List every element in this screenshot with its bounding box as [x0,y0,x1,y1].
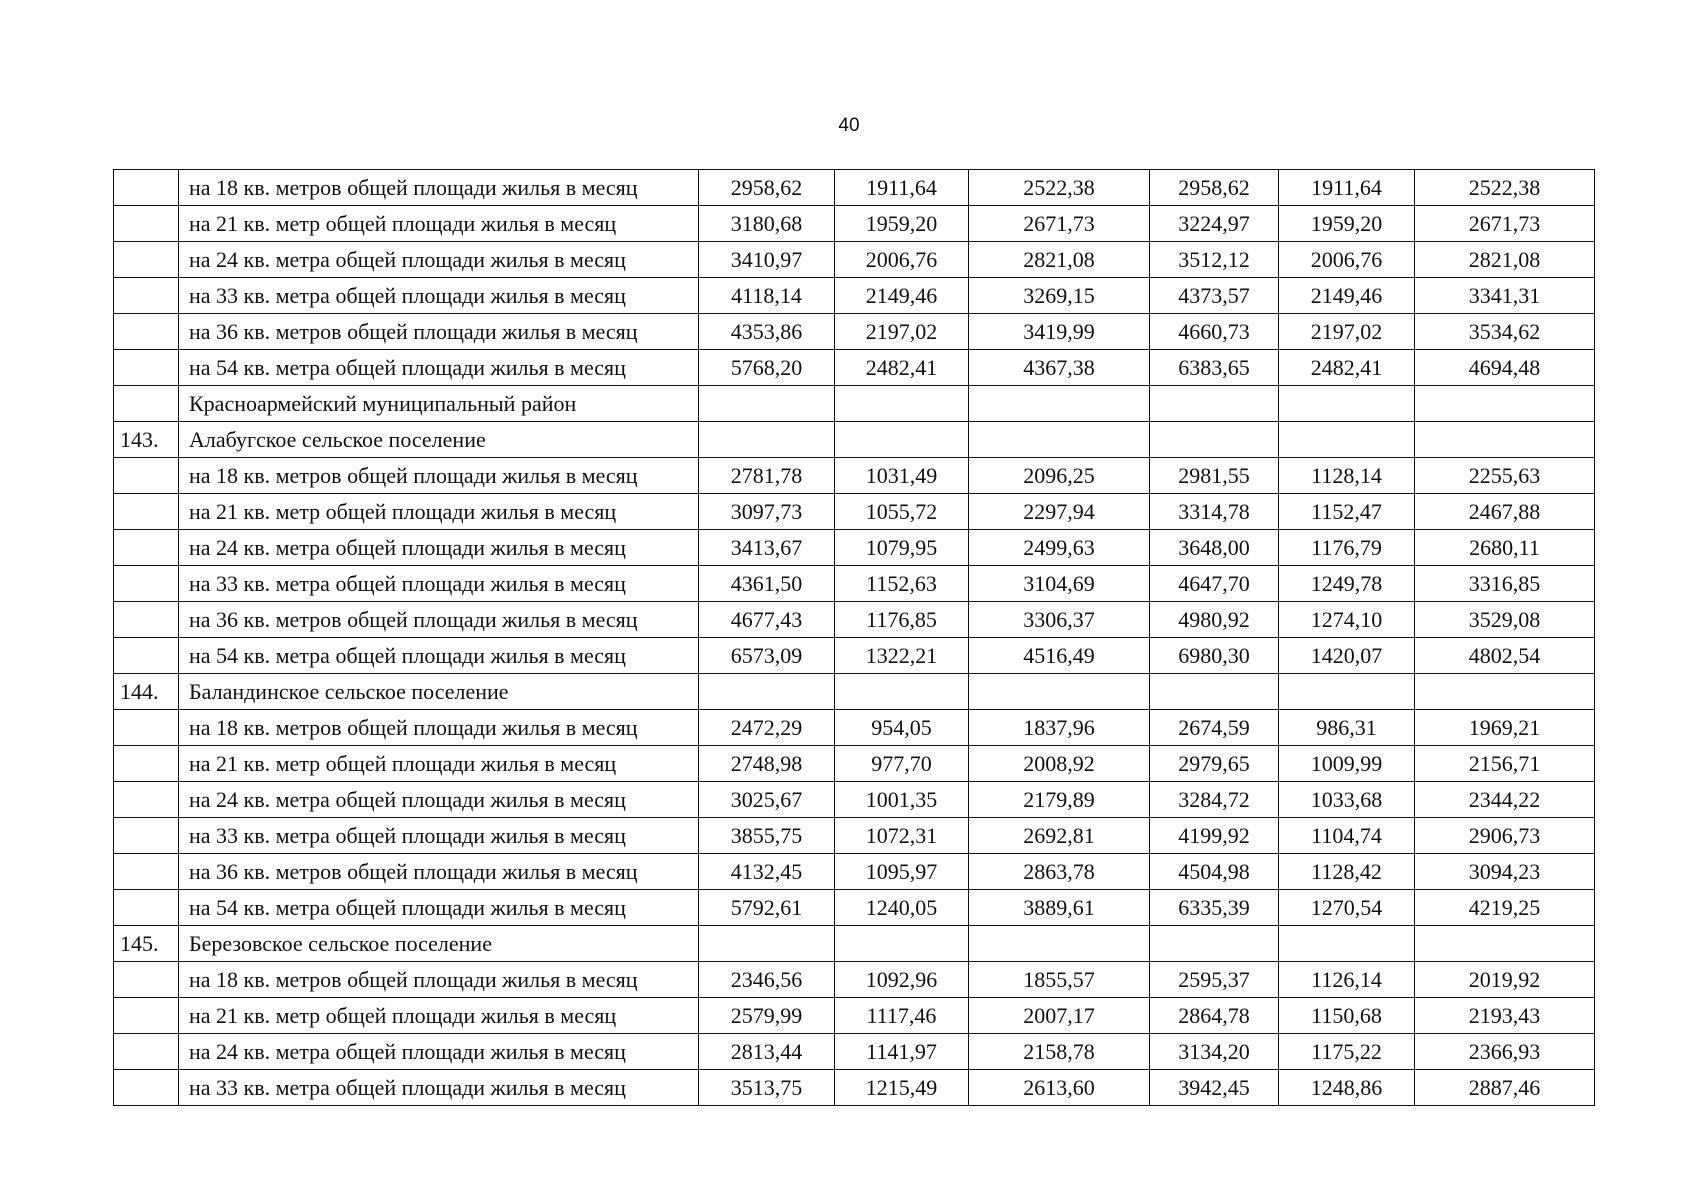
value-cell-5: 2006,76 [1279,242,1415,278]
value-cell-3: 3104,69 [969,566,1150,602]
value-cell-2: 2197,02 [835,314,969,350]
value-cell-3: 3269,15 [969,278,1150,314]
value-cell-1 [699,674,835,710]
row-number-cell [114,314,179,350]
value-cell-5: 1009,99 [1279,746,1415,782]
value-cell-6 [1415,926,1595,962]
value-cell-2 [835,386,969,422]
value-cell-4 [1150,674,1279,710]
value-cell-6: 3529,08 [1415,602,1595,638]
value-cell-6: 2156,71 [1415,746,1595,782]
value-cell-6: 2671,73 [1415,206,1595,242]
value-cell-6: 2366,93 [1415,1034,1595,1070]
value-cell-1: 4361,50 [699,566,835,602]
value-cell-2: 1001,35 [835,782,969,818]
value-cell-6: 2255,63 [1415,458,1595,494]
table-row [114,350,1595,386]
value-cell-1: 4677,43 [699,602,835,638]
table-row [114,854,1595,890]
row-number-cell [114,998,179,1034]
value-cell-2 [835,674,969,710]
value-cell-5: 1959,20 [1279,206,1415,242]
row-label-cell: на 18 кв. метров общей площади жилья в месяц [179,962,699,998]
table-row [114,782,1595,818]
value-cell-4: 3224,97 [1150,206,1279,242]
value-cell-6 [1415,674,1595,710]
row-label-cell: на 36 кв. метров общей площади жилья в месяц [179,854,699,890]
value-cell-6: 4802,54 [1415,638,1595,674]
value-cell-6: 4694,48 [1415,350,1595,386]
value-cell-2: 1117,46 [835,998,969,1034]
value-cell-3: 4367,38 [969,350,1150,386]
value-cell-2: 1322,21 [835,638,969,674]
row-number-cell [114,350,179,386]
value-cell-4: 2979,65 [1150,746,1279,782]
table-row [114,314,1595,350]
value-cell-5: 1270,54 [1279,890,1415,926]
value-cell-1: 2579,99 [699,998,835,1034]
value-cell-1: 2958,62 [699,170,835,206]
value-cell-6: 2887,46 [1415,1070,1595,1106]
row-label-cell: на 33 кв. метра общей площади жилья в месяц [179,566,699,602]
value-cell-3: 3419,99 [969,314,1150,350]
value-cell-3: 3306,37 [969,602,1150,638]
table-row [114,278,1595,314]
value-cell-5: 1128,42 [1279,854,1415,890]
row-label-cell: Красноармейский муниципальный район [179,386,699,422]
value-cell-4: 2864,78 [1150,998,1279,1034]
value-cell-1: 2813,44 [699,1034,835,1070]
value-cell-5: 1104,74 [1279,818,1415,854]
value-cell-6: 2193,43 [1415,998,1595,1034]
value-cell-6: 2522,38 [1415,170,1595,206]
row-number-cell [114,746,179,782]
value-cell-2: 2482,41 [835,350,969,386]
value-cell-3: 2007,17 [969,998,1150,1034]
value-cell-5: 1911,64 [1279,170,1415,206]
table-row [114,170,1595,206]
value-cell-5: 1175,22 [1279,1034,1415,1070]
row-number-cell [114,278,179,314]
value-cell-6: 2906,73 [1415,818,1595,854]
row-label-cell: Березовское сельское поселение [179,926,699,962]
value-cell-2: 1215,49 [835,1070,969,1106]
row-label-cell: на 54 кв. метра общей площади жилья в месяц [179,350,699,386]
value-cell-5: 1152,47 [1279,494,1415,530]
value-cell-1: 3855,75 [699,818,835,854]
row-label-cell: на 24 кв. метра общей площади жилья в месяц [179,782,699,818]
row-number-cell [114,386,179,422]
value-cell-5 [1279,926,1415,962]
value-cell-5: 1420,07 [1279,638,1415,674]
row-label-cell: на 36 кв. метров общей площади жилья в месяц [179,314,699,350]
value-cell-3: 2179,89 [969,782,1150,818]
value-cell-1 [699,422,835,458]
row-number-cell [114,962,179,998]
row-label-cell: на 18 кв. метров общей площади жилья в месяц [179,710,699,746]
value-cell-1: 2346,56 [699,962,835,998]
value-cell-1: 2748,98 [699,746,835,782]
value-cell-3 [969,422,1150,458]
row-number-cell [114,1070,179,1106]
row-label-cell: на 18 кв. метров общей площади жилья в месяц [179,170,699,206]
table-row [114,1070,1595,1106]
value-cell-4: 4199,92 [1150,818,1279,854]
value-cell-3: 2613,60 [969,1070,1150,1106]
value-cell-3: 2671,73 [969,206,1150,242]
row-number-cell [114,854,179,890]
row-number-cell [114,710,179,746]
value-cell-3: 4516,49 [969,638,1150,674]
value-cell-6 [1415,386,1595,422]
table-row [114,530,1595,566]
value-cell-3 [969,926,1150,962]
value-cell-3: 2297,94 [969,494,1150,530]
value-cell-3: 2499,63 [969,530,1150,566]
value-cell-6: 1969,21 [1415,710,1595,746]
row-label-cell: на 33 кв. метра общей площади жилья в месяц [179,1070,699,1106]
row-number-cell [114,494,179,530]
table-row [114,746,1595,782]
value-cell-5: 1248,86 [1279,1070,1415,1106]
value-cell-4: 6335,39 [1150,890,1279,926]
value-cell-4: 4647,70 [1150,566,1279,602]
value-cell-5: 2482,41 [1279,350,1415,386]
value-cell-2: 1240,05 [835,890,969,926]
value-cell-5: 1274,10 [1279,602,1415,638]
value-cell-6: 2821,08 [1415,242,1595,278]
value-cell-1: 5792,61 [699,890,835,926]
value-cell-4: 3284,72 [1150,782,1279,818]
value-cell-1 [699,386,835,422]
value-cell-5: 1033,68 [1279,782,1415,818]
value-cell-6: 2019,92 [1415,962,1595,998]
row-label-cell: на 54 кв. метра общей площади жилья в месяц [179,890,699,926]
table-row [114,566,1595,602]
row-label-cell: на 21 кв. метр общей площади жилья в месяц [179,206,699,242]
table-row [114,638,1595,674]
value-cell-2: 2006,76 [835,242,969,278]
row-label-cell: на 33 кв. метра общей площади жилья в месяц [179,818,699,854]
value-cell-1: 2781,78 [699,458,835,494]
value-cell-5: 2197,02 [1279,314,1415,350]
table-row [114,998,1595,1034]
row-number-cell: 145. [114,926,179,962]
value-cell-3: 1855,57 [969,962,1150,998]
row-label-cell: на 24 кв. метра общей площади жилья в месяц [179,242,699,278]
table-row [114,710,1595,746]
value-cell-3: 2158,78 [969,1034,1150,1070]
table-row [114,890,1595,926]
row-label-cell: на 54 кв. метра общей площади жилья в месяц [179,638,699,674]
table-row [114,674,1595,710]
value-cell-5: 1126,14 [1279,962,1415,998]
table-row [114,422,1595,458]
value-cell-6: 2344,22 [1415,782,1595,818]
value-cell-6: 3341,31 [1415,278,1595,314]
value-cell-1: 3413,67 [699,530,835,566]
table-row [114,926,1595,962]
value-cell-2: 2149,46 [835,278,969,314]
value-cell-4: 2981,55 [1150,458,1279,494]
row-number-cell [114,170,179,206]
value-cell-1: 3410,97 [699,242,835,278]
value-cell-2 [835,422,969,458]
value-cell-4: 6383,65 [1150,350,1279,386]
row-label-cell: Баландинское сельское поселение [179,674,699,710]
value-cell-5: 2149,46 [1279,278,1415,314]
table-row [114,242,1595,278]
table-row [114,818,1595,854]
row-label-cell: на 21 кв. метр общей площади жилья в месяц [179,746,699,782]
value-cell-5: 1128,14 [1279,458,1415,494]
value-cell-4: 4504,98 [1150,854,1279,890]
value-cell-2: 1055,72 [835,494,969,530]
value-cell-2: 1141,97 [835,1034,969,1070]
value-cell-2: 1095,97 [835,854,969,890]
value-cell-4: 2595,37 [1150,962,1279,998]
value-cell-5 [1279,422,1415,458]
value-cell-5: 1249,78 [1279,566,1415,602]
value-cell-4: 6980,30 [1150,638,1279,674]
value-cell-2: 1176,85 [835,602,969,638]
value-cell-1: 3180,68 [699,206,835,242]
value-cell-1: 3097,73 [699,494,835,530]
value-cell-4: 4373,57 [1150,278,1279,314]
value-cell-4: 4660,73 [1150,314,1279,350]
row-number-cell [114,818,179,854]
row-number-cell [114,206,179,242]
value-cell-4: 2958,62 [1150,170,1279,206]
row-number-cell [114,638,179,674]
value-cell-2: 1959,20 [835,206,969,242]
value-cell-4: 3314,78 [1150,494,1279,530]
value-cell-5: 986,31 [1279,710,1415,746]
row-number-cell [114,458,179,494]
table-row [114,602,1595,638]
value-cell-1: 6573,09 [699,638,835,674]
table-row [114,458,1595,494]
row-label-cell: на 18 кв. метров общей площади жилья в месяц [179,458,699,494]
value-cell-3: 1837,96 [969,710,1150,746]
table-body [114,170,1595,1106]
value-cell-3 [969,386,1150,422]
row-number-cell [114,242,179,278]
row-label-cell: на 21 кв. метр общей площади жилья в месяц [179,998,699,1034]
value-cell-4: 3134,20 [1150,1034,1279,1070]
row-number-cell: 144. [114,674,179,710]
value-cell-3: 3889,61 [969,890,1150,926]
value-cell-1: 4132,45 [699,854,835,890]
value-cell-4 [1150,386,1279,422]
table-row [114,386,1595,422]
value-cell-4: 3648,00 [1150,530,1279,566]
value-cell-3: 2008,92 [969,746,1150,782]
value-cell-4 [1150,422,1279,458]
value-cell-3: 2863,78 [969,854,1150,890]
value-cell-6 [1415,422,1595,458]
value-cell-2: 1911,64 [835,170,969,206]
table-row [114,494,1595,530]
value-cell-3: 2821,08 [969,242,1150,278]
value-cell-4: 3512,12 [1150,242,1279,278]
value-cell-4: 4980,92 [1150,602,1279,638]
value-cell-3 [969,674,1150,710]
value-cell-4: 3942,45 [1150,1070,1279,1106]
value-cell-2: 1152,63 [835,566,969,602]
value-cell-3: 2096,25 [969,458,1150,494]
tariff-table [113,169,1595,1106]
value-cell-1 [699,926,835,962]
value-cell-6: 3534,62 [1415,314,1595,350]
row-number-cell [114,566,179,602]
value-cell-1: 4118,14 [699,278,835,314]
row-label-cell: на 24 кв. метра общей площади жилья в месяц [179,530,699,566]
row-number-cell [114,602,179,638]
row-number-cell [114,890,179,926]
value-cell-1: 3513,75 [699,1070,835,1106]
value-cell-4 [1150,926,1279,962]
row-number-cell [114,530,179,566]
row-label-cell: на 24 кв. метра общей площади жилья в месяц [179,1034,699,1070]
value-cell-5: 1176,79 [1279,530,1415,566]
table-row [114,206,1595,242]
value-cell-6: 4219,25 [1415,890,1595,926]
value-cell-3: 2692,81 [969,818,1150,854]
value-cell-6: 3094,23 [1415,854,1595,890]
row-number-cell [114,1034,179,1070]
value-cell-2: 1079,95 [835,530,969,566]
page-number: 40 [838,115,860,136]
value-cell-5: 1150,68 [1279,998,1415,1034]
value-cell-2: 1092,96 [835,962,969,998]
value-cell-2: 977,70 [835,746,969,782]
value-cell-1: 4353,86 [699,314,835,350]
row-number-cell: 143. [114,422,179,458]
table-row [114,962,1595,998]
row-label-cell: на 33 кв. метра общей площади жилья в месяц [179,278,699,314]
value-cell-1: 2472,29 [699,710,835,746]
value-cell-6: 2680,11 [1415,530,1595,566]
value-cell-6: 3316,85 [1415,566,1595,602]
value-cell-4: 2674,59 [1150,710,1279,746]
value-cell-6: 2467,88 [1415,494,1595,530]
row-label-cell: на 36 кв. метров общей площади жилья в месяц [179,602,699,638]
value-cell-2: 1031,49 [835,458,969,494]
value-cell-1: 5768,20 [699,350,835,386]
value-cell-2: 954,05 [835,710,969,746]
value-cell-3: 2522,38 [969,170,1150,206]
value-cell-5 [1279,386,1415,422]
table-row [114,1034,1595,1070]
value-cell-1: 3025,67 [699,782,835,818]
row-label-cell: на 21 кв. метр общей площади жилья в месяц [179,494,699,530]
value-cell-2 [835,926,969,962]
value-cell-5 [1279,674,1415,710]
row-label-cell: Алабугское сельское поселение [179,422,699,458]
row-number-cell [114,782,179,818]
value-cell-2: 1072,31 [835,818,969,854]
